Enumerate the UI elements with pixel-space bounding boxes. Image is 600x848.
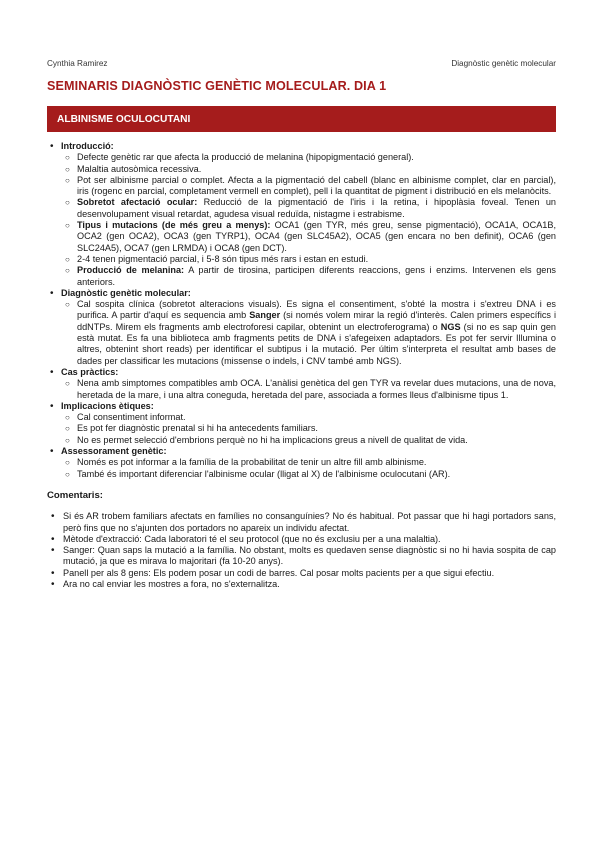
list-item: ○ Producció de melanina: A partir de tirosina, participen diferents reaccions, gens i enzims. Intervenen els gens anteriors. bbox=[77, 265, 556, 288]
list-item: ○ Malaltia autosòmica recessiva. bbox=[77, 164, 556, 175]
diagnosis-list bbox=[61, 299, 556, 367]
list-item: ○ També és important diferenciar l'albinisme ocular (lligat al X) de l'albinisme oculocutani (AR). bbox=[77, 469, 556, 480]
counseling-list bbox=[61, 457, 556, 480]
ethics-section bbox=[47, 401, 556, 446]
sanger-term: Sanger bbox=[249, 310, 281, 321]
subject-name: Diagnòstic genètic molecular bbox=[451, 59, 556, 68]
list-item: • Panell per als 8 gens: Els podem posar un codi de barres. Cal posar molts pacients per a que sigui efectiu. bbox=[47, 568, 556, 579]
comments-heading: Comentaris: bbox=[47, 489, 103, 501]
list-item: ○ Es pot fer diagnòstic prenatal si hi ha antecedents familiars. bbox=[77, 423, 556, 434]
list-item: ○ Només es pot informar a la família de la probabilitat de tenir un altre fill amb albinisme. bbox=[77, 457, 556, 468]
main-list bbox=[47, 141, 556, 480]
diagnosis-section bbox=[47, 288, 556, 367]
ethics-list bbox=[61, 412, 556, 446]
section-banner bbox=[47, 106, 556, 132]
list-item: ○ Cal consentiment informat. bbox=[77, 412, 556, 423]
list-item: • Ara no cal enviar les mostres a fora, no s'externalitza. bbox=[47, 579, 556, 590]
list-item: ○ 2-4 tenen pigmentació parcial, i 5-8 són tipus més rars i estan en estudi. bbox=[77, 254, 556, 265]
list-item: ○ Defecte genètic rar que afecta la producció de melanina (hipopigmentació general). bbox=[77, 152, 556, 163]
list-item: ○ No es permet selecció d'embrions perquè no hi ha implicacions greus a nivell de qualitat de vida. bbox=[77, 435, 556, 446]
comments-list bbox=[47, 511, 556, 590]
running-header bbox=[47, 59, 556, 68]
list-item: ○ Pot ser albinisme parcial o complet. Afecta a la pigmentació del cabell (blanc en albinisme complet, clar en parcial), iris (rogenc en parcial, completament vermell en complet), pell i la quantitat de pigment i distribució en els melanòcits. bbox=[77, 175, 556, 198]
diagnosis-heading: Diagnòstic genètic molecular: bbox=[61, 287, 191, 298]
list-item: • Si és AR trobem familiars afectats en famílies no consanguínies? No és habitual. Pot passar que hi hagi portadors sans, però fins que no s'ajunten dos portadors no apareix un individu afectat. bbox=[47, 511, 556, 534]
author-name: Cynthia Ramirez bbox=[47, 59, 108, 68]
list-item: ○ Nena amb simptomes compatibles amb OCA. L'anàlisi genètica del gen TYR va revelar dues mutacions, una de nova, heretada de la mare, i una altra coneguda, heretada del pare, associada a formes lleus d'albinisme tipus 1. bbox=[77, 378, 556, 401]
list-item: ○ Sobretot afectació ocular: Reducció de la pigmentació de l'iris i la retina, i hipoplàsia foveal. Tenen un desenvolupament visual retardat, agudesa visual reduïda, nistagme i estrabisme. bbox=[77, 197, 556, 220]
case-section bbox=[47, 367, 556, 401]
intro-section bbox=[47, 141, 556, 288]
ngs-term: NGS bbox=[440, 321, 461, 332]
list-item: ○ Tipus i mutacions (de més greu a menys): OCA1 (gen TYR, més greu, sense pigmentació), OCA1A, OCA1B, OCA2 (gen OCA2), OCA3 (gen TYRP1), OCA4 (gen SLC45A2), OCA5 (gen encara no ben definit), OCA6 (gen SLC24A5), OCA7 (gen LRMDA) i OCA8 (gen DCT). bbox=[77, 220, 556, 254]
counseling-heading: Assessorament genètic: bbox=[61, 446, 167, 457]
document-body bbox=[47, 141, 556, 590]
intro-list bbox=[61, 152, 556, 288]
case-heading: Cas pràctics: bbox=[61, 366, 119, 377]
list-item: • Mètode d'extracció: Cada laboratori té el seu protocol (que no és exclusiu per a una malaltia). bbox=[47, 534, 556, 545]
counseling-section bbox=[47, 446, 556, 480]
section-title: ALBINISME OCULOCUTANI bbox=[57, 113, 191, 125]
list-item: • Sanger: Quan saps la mutació a la família. No obstant, molts es quedaven sense diagnòstic si no hi havia sospita de cap mutació, ja que es mirava lo majoritari (fa 10-20 anys). bbox=[47, 545, 556, 568]
intro-heading: Introducció: bbox=[61, 141, 114, 151]
ethics-heading: Implicacions ètiques: bbox=[61, 400, 154, 411]
case-list bbox=[61, 378, 556, 401]
list-item: ○ Cal sospita clínica (sobretot alteracions visuals). Es signa el consentiment, s'obté la mostra i s'extreu DNA i es purifica. A partir d'aquí es sequencia amb Sanger (si només volem mirar la regió d'interès. Calen primers específics i ddNTPs. Mirem els fragments amb electroforesi capilar, obtenint un electroferograma) o NGS (si no es sap quin gen està mutat. Es fa una biblioteca amb fragments petits de DNA i s'afegeixen adaptadors. Es pot fer servir Illumina o altres, obtenint short reads) per identificar el subtipus i la mutació. Per últim s'interpreta el resultat amb bases de dades per classificar les mutacions (missense o indels, i CNV també amb NGS). bbox=[77, 299, 556, 367]
document-title: SEMINARIS DIAGNÒSTIC GENÈTIC MOLECULAR. DIA 1 bbox=[47, 79, 387, 93]
